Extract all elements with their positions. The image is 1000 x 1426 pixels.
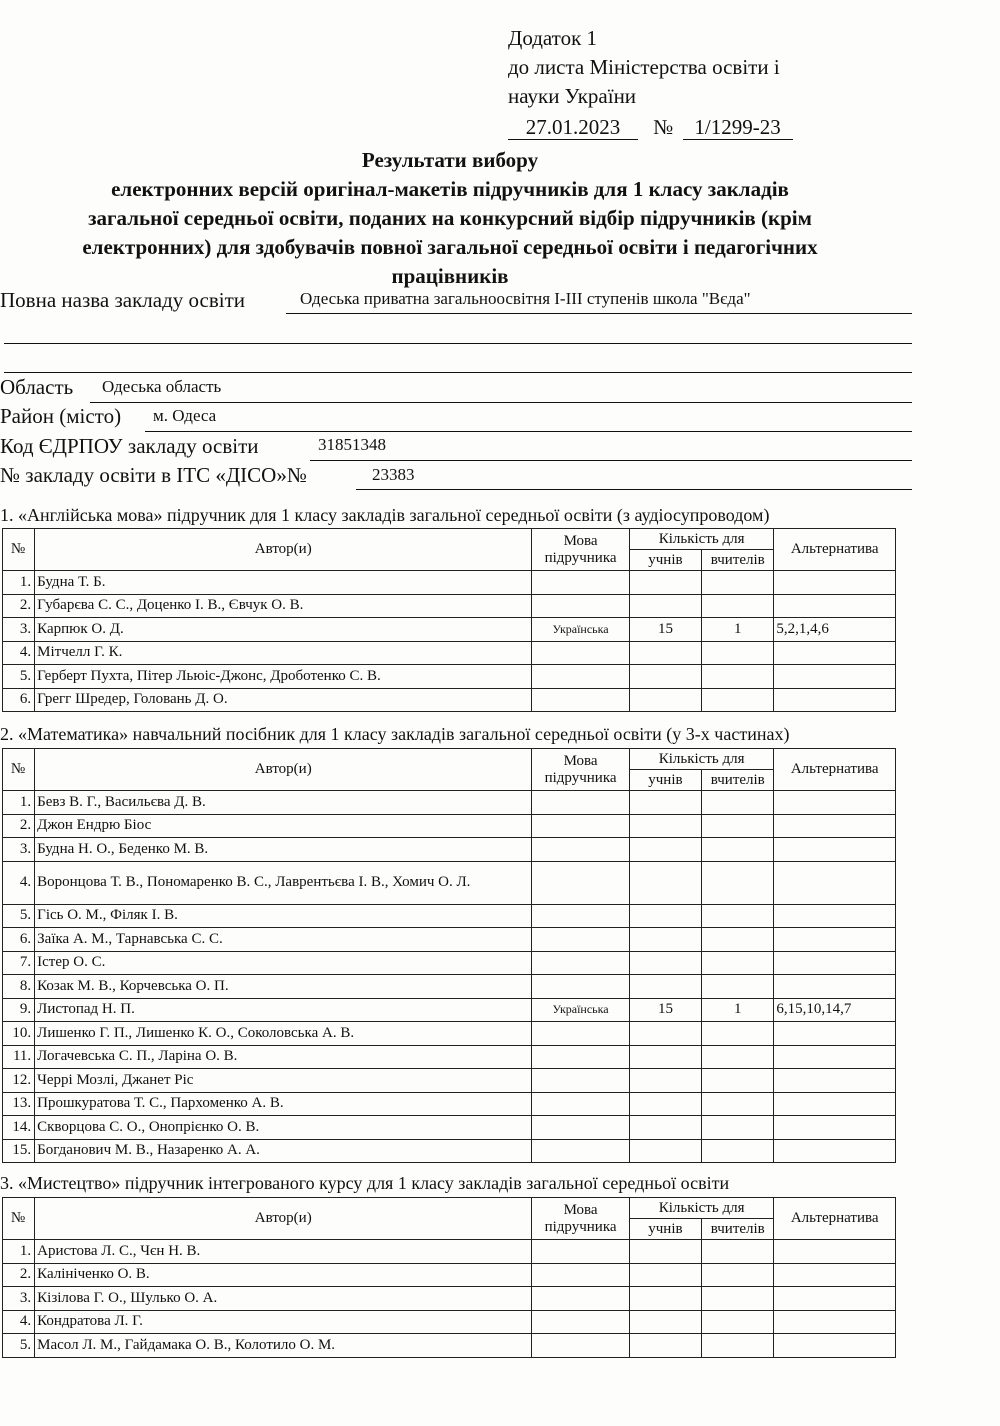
table-row [3, 1310, 896, 1334]
row-language [532, 1045, 629, 1069]
header-language-line1: Мова [563, 532, 598, 549]
row-language [532, 1116, 629, 1140]
header-language-line1: Мова [563, 1201, 598, 1218]
table-row [3, 1045, 896, 1069]
addendum-line2: до листа Міністерства освіти і [508, 55, 780, 79]
header-language [532, 749, 629, 791]
edrpou-underline [310, 460, 912, 461]
addendum-block [508, 24, 793, 142]
row-language [532, 861, 629, 904]
header-author: Автор(и) [35, 749, 532, 791]
row-teachers [702, 1310, 774, 1334]
row-alternative [774, 688, 896, 712]
row-students [629, 1139, 701, 1163]
row-teachers [702, 1045, 774, 1069]
row-language: Українська [532, 618, 629, 642]
row-author: Калініченко О. В. [35, 1263, 532, 1287]
table-row [3, 1263, 896, 1287]
row-author: Будна Т. Б. [35, 571, 532, 595]
row-alternative [774, 861, 896, 904]
row-students [629, 951, 701, 975]
row-students [629, 641, 701, 665]
row-author: Аристова Л. С., Чєн Н. В. [35, 1240, 532, 1264]
row-language [532, 1334, 629, 1358]
table-row [3, 838, 896, 862]
row-author: Карпюк О. Д. [35, 618, 532, 642]
row-teachers [702, 838, 774, 862]
section-3-title: 3. «Мистецтво» підручник інтегрованого курсу для 1 класу закладів загальної середньої освіти [0, 1173, 730, 1193]
row-teachers [702, 951, 774, 975]
row-alternative [774, 1069, 896, 1093]
row-teachers [702, 1069, 774, 1093]
row-alternative [774, 838, 896, 862]
row-students [629, 571, 701, 595]
row-teachers [702, 975, 774, 999]
row-author: Бевз В. Г., Васильєва Д. В. [35, 791, 532, 815]
row-number: 5. [3, 665, 35, 689]
row-teachers [702, 1139, 774, 1163]
row-number: 4. [3, 1310, 35, 1334]
row-teachers: 1 [702, 618, 774, 642]
row-teachers [702, 861, 774, 904]
row-students [629, 688, 701, 712]
row-students [629, 594, 701, 618]
table-row [3, 1334, 896, 1358]
row-language [532, 791, 629, 815]
row-students [629, 838, 701, 862]
row-students [629, 1116, 701, 1140]
header-quantity: Кількість для [629, 1198, 774, 1219]
row-number: 3. [3, 838, 35, 862]
table-row [3, 1139, 896, 1163]
row-students [629, 928, 701, 952]
row-students [629, 1310, 701, 1334]
row-language [532, 1069, 629, 1093]
row-language [532, 1092, 629, 1116]
row-teachers [702, 1116, 774, 1140]
row-teachers [702, 814, 774, 838]
header-students: учнів [629, 550, 701, 571]
row-number: 5. [3, 904, 35, 928]
header-language [532, 529, 629, 571]
school-underline-3 [4, 372, 912, 373]
row-students: 15 [629, 998, 701, 1022]
row-alternative [774, 904, 896, 928]
row-author: Листопад Н. П. [35, 998, 532, 1022]
row-author: Черрі Мозлі, Джанет Ріс [35, 1069, 532, 1093]
header-students: учнів [629, 1219, 701, 1240]
section-2-table [2, 748, 896, 1163]
school-value: Одеська приватна загальноосвітня І-ІІІ ступенів школа "Вєда" [300, 289, 751, 308]
row-students [629, 1240, 701, 1264]
row-alternative [774, 641, 896, 665]
header-author: Автор(и) [35, 529, 532, 571]
row-alternative [774, 1092, 896, 1116]
table-row [3, 1240, 896, 1264]
row-alternative [774, 975, 896, 999]
row-number: 1. [3, 571, 35, 595]
row-language [532, 594, 629, 618]
table-row [3, 951, 896, 975]
row-language [532, 571, 629, 595]
row-author: Мітчелл Г. К. [35, 641, 532, 665]
row-author: Богданович М. В., Назаренко А. А. [35, 1139, 532, 1163]
school-label: Повна назва закладу освіти [0, 288, 246, 312]
row-number: 2. [3, 1263, 35, 1287]
district-underline [145, 431, 912, 432]
row-number: 7. [3, 951, 35, 975]
table-row [3, 861, 896, 904]
row-students [629, 1263, 701, 1287]
row-number: 1. [3, 791, 35, 815]
row-language [532, 1263, 629, 1287]
row-alternative [774, 1045, 896, 1069]
header-teachers: вчителів [702, 550, 774, 571]
table-row [3, 594, 896, 618]
row-alternative [774, 1334, 896, 1358]
table-header-row [3, 749, 896, 770]
table-row [3, 1287, 896, 1311]
row-number: 14. [3, 1116, 35, 1140]
row-teachers [702, 791, 774, 815]
header-num: № [3, 749, 35, 791]
row-author: Лишенко Г. П., Лишенко К. О., Соколовська А. В. [35, 1022, 532, 1046]
table-row [3, 688, 896, 712]
header-author: Автор(и) [35, 1198, 532, 1240]
header-language-line1: Мова [563, 752, 598, 769]
row-author: Воронцова Т. В., Пономаренко В. С., Лаврентьєва І. В., Хомич О. Л. [35, 861, 532, 904]
row-language [532, 1310, 629, 1334]
row-teachers: 1 [702, 998, 774, 1022]
header-students: учнів [629, 770, 701, 791]
row-language [532, 928, 629, 952]
addendum-line1: Додаток 1 [508, 26, 598, 50]
row-teachers [702, 928, 774, 952]
row-alternative [774, 1287, 896, 1311]
row-author: Заїка А. М., Тарнавська С. С. [35, 928, 532, 952]
row-author: Губарєва С. С., Доценко І. В., Євчук О. В. [35, 594, 532, 618]
section-1-title: 1. «Англійська мова» підручник для 1 класу закладів загальної середньої освіти (з аудіосупроводом) [0, 505, 770, 525]
row-number: 11. [3, 1045, 35, 1069]
row-alternative [774, 1263, 896, 1287]
header-language [532, 1198, 629, 1240]
row-language [532, 904, 629, 928]
row-teachers [702, 1287, 774, 1311]
row-number: 8. [3, 975, 35, 999]
title-line1: Результати вибору [361, 148, 539, 172]
row-language [532, 1287, 629, 1311]
row-alternative [774, 571, 896, 595]
region-underline [90, 402, 912, 403]
table-row [3, 975, 896, 999]
edrpou-value: 31851348 [318, 435, 386, 454]
school-underline-2 [4, 343, 912, 344]
header-language-line2: підручника [544, 769, 617, 786]
row-students [629, 975, 701, 999]
header-quantity: Кількість для [629, 749, 774, 770]
header-language-line2: підручника [544, 1218, 617, 1235]
row-language [532, 951, 629, 975]
addendum-ref-row [508, 113, 793, 142]
row-teachers [702, 1240, 774, 1264]
row-author: Істер О. С. [35, 951, 532, 975]
row-number: 15. [3, 1139, 35, 1163]
table-row [3, 641, 896, 665]
row-language [532, 1022, 629, 1046]
row-alternative [774, 1022, 896, 1046]
header-teachers: вчителів [702, 1219, 774, 1240]
table-row [3, 791, 896, 815]
row-author: Масол Л. М., Гайдамака О. В., Колотило О. М. [35, 1334, 532, 1358]
row-teachers [702, 594, 774, 618]
row-teachers [702, 641, 774, 665]
row-number: 5. [3, 1334, 35, 1358]
row-number: 13. [3, 1092, 35, 1116]
header-alternative: Альтернатива [774, 1198, 896, 1240]
row-author: Гісь О. М., Філяк І. В. [35, 904, 532, 928]
header-num: № [3, 529, 35, 571]
row-language: Українська [532, 998, 629, 1022]
row-students [629, 791, 701, 815]
row-author: Будна Н. О., Беденко М. В. [35, 838, 532, 862]
table-row [3, 814, 896, 838]
row-teachers [702, 1022, 774, 1046]
row-alternative [774, 1139, 896, 1163]
row-students [629, 1069, 701, 1093]
region-label: Область [0, 375, 74, 399]
table-row [3, 571, 896, 595]
row-alternative: 6,15,10,14,7 [774, 998, 896, 1022]
row-number: 3. [3, 618, 35, 642]
section-1-table [2, 528, 896, 712]
table-row [3, 1092, 896, 1116]
title-line5: працівників [391, 264, 509, 288]
row-language [532, 688, 629, 712]
row-author: Джон Ендрю Біос [35, 814, 532, 838]
row-students [629, 1092, 701, 1116]
row-teachers [702, 1334, 774, 1358]
title-line2: електронних версій оригінал-макетів підручників для 1 класу закладів [111, 177, 789, 201]
row-students [629, 665, 701, 689]
row-author: Козак М. В., Корчевська О. П. [35, 975, 532, 999]
row-number: 4. [3, 641, 35, 665]
row-teachers [702, 1092, 774, 1116]
row-language [532, 641, 629, 665]
header-quantity: Кількість для [629, 529, 774, 550]
row-teachers [702, 688, 774, 712]
row-author: Прошкуратова Т. С., Пархоменко А. В. [35, 1092, 532, 1116]
itc-value: 23383 [372, 465, 415, 484]
header-language-line2: підручника [544, 549, 617, 566]
row-alternative [774, 594, 896, 618]
table-row [3, 618, 896, 642]
itc-label: № закладу освіти в ІТС «ДІСО»№ [0, 463, 307, 487]
row-author: Кізілова Г. О., Шулько О. А. [35, 1287, 532, 1311]
row-alternative [774, 951, 896, 975]
row-language [532, 975, 629, 999]
row-alternative [774, 1310, 896, 1334]
row-author: Кондратова Л. Г. [35, 1310, 532, 1334]
row-teachers [702, 665, 774, 689]
row-number: 2. [3, 594, 35, 618]
row-students: 15 [629, 618, 701, 642]
table-header-row [3, 529, 896, 550]
row-alternative [774, 814, 896, 838]
addendum-date: 27.01.2023 [508, 115, 638, 140]
row-language [532, 838, 629, 862]
table-row [3, 665, 896, 689]
row-author: Логачевська С. П., Ларіна О. В. [35, 1045, 532, 1069]
title-line3: загальної середньої освіти, поданих на конкурсний відбір підручників (крім [88, 206, 812, 230]
table-row [3, 1069, 896, 1093]
row-teachers [702, 571, 774, 595]
row-students [629, 1045, 701, 1069]
title-line4: електронних) для здобувачів повної загальної середньої освіти і педагогічних [82, 235, 818, 259]
row-number: 10. [3, 1022, 35, 1046]
header-teachers: вчителів [702, 770, 774, 791]
row-students [629, 814, 701, 838]
itc-underline [356, 489, 912, 490]
row-number: 4. [3, 861, 35, 904]
row-students [629, 861, 701, 904]
row-alternative [774, 928, 896, 952]
row-language [532, 665, 629, 689]
row-language [532, 1139, 629, 1163]
row-alternative [774, 1116, 896, 1140]
row-number: 3. [3, 1287, 35, 1311]
row-number: 2. [3, 814, 35, 838]
row-language [532, 1240, 629, 1264]
section-3-table [2, 1197, 896, 1358]
header-alternative: Альтернатива [774, 749, 896, 791]
row-language [532, 814, 629, 838]
row-author: Герберт Пухта, Пітер Льюіс-Джонс, Дроботенко С. В. [35, 665, 532, 689]
table-row [3, 928, 896, 952]
row-teachers [702, 904, 774, 928]
addendum-number: 1/1299-23 [683, 115, 793, 140]
addendum-line3: науки України [508, 84, 637, 108]
row-alternative: 5,2,1,4,6 [774, 618, 896, 642]
row-author: Скворцова С. О., Онопрієнко О. В. [35, 1116, 532, 1140]
district-value: м. Одеса [153, 406, 217, 425]
row-number: 6. [3, 928, 35, 952]
row-author: Грегг Шредер, Головань Д. О. [35, 688, 532, 712]
row-alternative [774, 665, 896, 689]
row-number: 9. [3, 998, 35, 1022]
section-2-title: 2. «Математика» навчальний посібник для 1 класу закладів загальної середньої освіти (у 3-х частинах) [0, 724, 790, 744]
row-students [629, 1287, 701, 1311]
header-alternative: Альтернатива [774, 529, 896, 571]
row-alternative [774, 1240, 896, 1264]
district-label: Район (місто) [0, 404, 122, 428]
row-number: 6. [3, 688, 35, 712]
row-number: 12. [3, 1069, 35, 1093]
region-value: Одеська область [102, 377, 222, 396]
table-row [3, 998, 896, 1022]
table-row [3, 904, 896, 928]
header-num: № [3, 1198, 35, 1240]
row-students [629, 904, 701, 928]
row-alternative [774, 791, 896, 815]
row-teachers [702, 1263, 774, 1287]
row-students [629, 1334, 701, 1358]
document-title [0, 146, 900, 291]
table-header-row [3, 1198, 896, 1219]
row-students [629, 1022, 701, 1046]
table-row [3, 1116, 896, 1140]
school-underline [286, 313, 912, 314]
edrpou-label: Код ЄДРПОУ закладу освіти [0, 434, 259, 458]
addendum-number-label: № [653, 115, 674, 139]
row-number: 1. [3, 1240, 35, 1264]
table-row [3, 1022, 896, 1046]
